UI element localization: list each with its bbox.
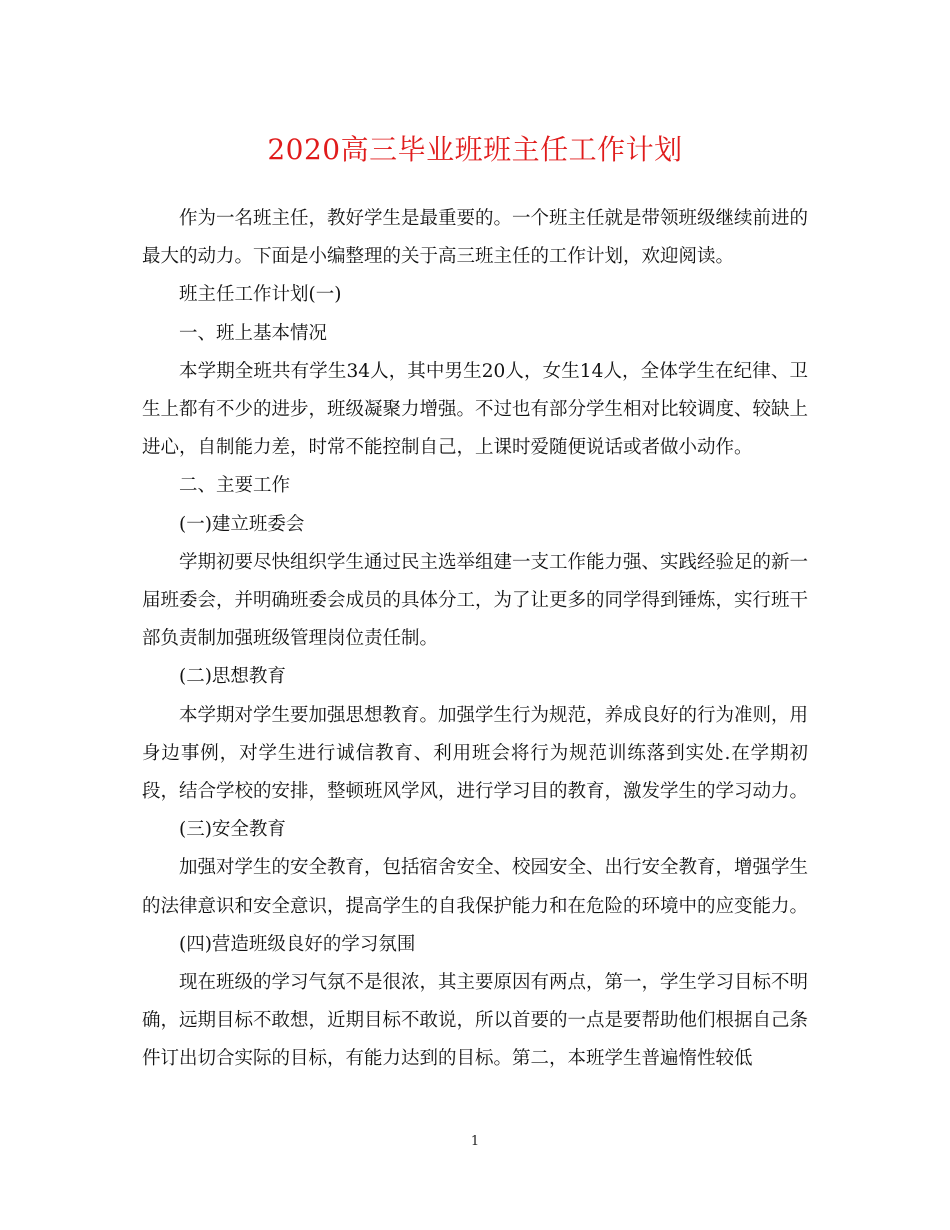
heading-section-1: 一、班上基本情况 bbox=[179, 322, 328, 344]
subheading-learning-atmosphere: (四)营造班级良好的学习氛围 bbox=[179, 933, 416, 955]
paragraph-ideological-education: 本学期对学生要加强思想教育。加强学生行为规范，养成良好的行为准则，用身边事例，对学生进行诚信教育、利用班会将行为规范训练落到实处.在学期初段，结合学校的安排，整顿班风学风，进行学习目的教育，激发学生的学习动力。 bbox=[142, 704, 809, 803]
paragraph-class-committee: 学期初要尽快组织学生通过民主选举组建一支工作能力强、实践经验足的新一届班委会，并明确班委会成员的具体分工，为了让更多的同学得到锤炼，实行班干部负责制加强班级管理岗位责任制。 bbox=[142, 551, 809, 650]
paragraph-intro: 作为一名班主任，教好学生是最重要的。一个班主任就是带领班级继续前进的最大的动力。下面是小编整理的关于高三班主任的工作计划，欢迎阅读。 bbox=[142, 208, 809, 268]
paragraph-learning-atmosphere: 现在班级的学习气氛不是很浓，其主要原因有两点，第一，学生学习目标不明确，远期目标不敢想，近期目标不敢说，所以首要的一点是要帮助他们根据自己条件订出切合实际的目标，有能力达到的目标。第二，本班学生普遍惰性较低 bbox=[142, 972, 809, 1070]
heading-section-2: 二、主要工作 bbox=[179, 475, 291, 497]
document-title: 2020高三毕业班班主任工作计划 bbox=[267, 133, 683, 166]
subheading-safety-education: (三)安全教育 bbox=[179, 819, 286, 841]
subheading-ideological-education: (二)思想教育 bbox=[179, 666, 286, 688]
paragraph-class-situation: 本学期全班共有学生34人，其中男生20人，女生14人，全体学生在纪律、卫生上都有不少的进步，班级凝聚力增强。不过也有部分学生相对比较调度、较缺上进心，自制能力差，时常不能控制自己，上课时爱随便说话或者做小动作。 bbox=[142, 360, 809, 459]
subheading-class-committee: (一)建立班委会 bbox=[179, 513, 305, 535]
paragraph-safety-education: 加强对学生的安全教育，包括宿舍安全、校园安全、出行安全教育，增强学生的法律意识和安全意识，提高学生的自我保护能力和在危险的环境中的应变能力。 bbox=[142, 857, 809, 917]
document-body bbox=[142, 200, 808, 1079]
heading-plan-one: 班主任工作计划(一) bbox=[179, 284, 342, 306]
page-number: 1 bbox=[470, 1134, 480, 1149]
